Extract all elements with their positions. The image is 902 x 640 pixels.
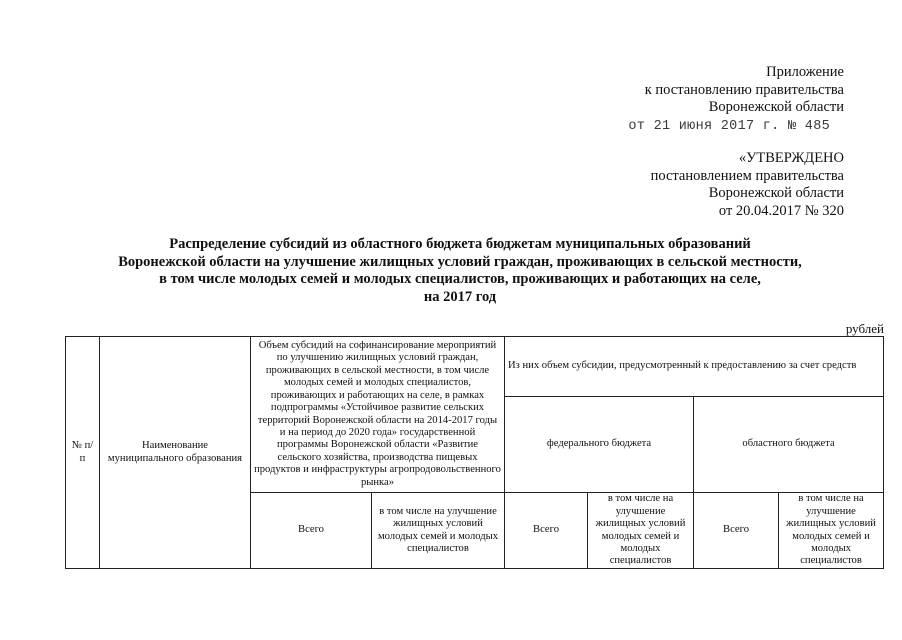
col-federal-budget-header: федерального бюджета [505,397,694,493]
title-line-3: в том числе молодых семей и молодых специалистов, проживающих и работающих на селе, [159,271,761,287]
col-total-young-header: в том числе на улучшение жилищных условий молодых семей и молодых специалистов [372,493,505,569]
approved-header [651,150,844,220]
title-line-2: Воронежской области на улучшение жилищных условий граждан, проживающих в сельской местности, [118,253,802,270]
col-funding-sources-header: Из них объем субсидии, предусмотренный к предоставлению за счет средств [505,337,884,397]
title-line-4: на 2017 год [423,288,497,305]
approved-region: Воронежской области [708,185,844,201]
col-federal-all-header: Всего [505,493,588,569]
col-federal-young-header: в том числе на улучшение жилищных условий молодых семей и молодых специалистов [588,493,694,569]
approved-label: «УТВЕРЖДЕНО [738,150,844,166]
col-number-header: № п/п [66,337,100,569]
col-municipality-header: Наименование муниципального образования [100,337,251,569]
appendix-region: Воронежской области [708,99,844,115]
title-line-1: Распределение субсидий из областного бюджета бюджетам муниципальных образований [169,236,751,252]
col-regional-young-header: в том числе на улучшение жилищных условий молодых семей и молодых специалистов [779,493,884,569]
appendix-title: Приложение [766,64,844,80]
table-header-row-1 [66,337,884,397]
subsidy-table [65,336,884,569]
col-regional-all-header: Всего [694,493,779,569]
document-title [60,236,860,306]
col-regional-budget-header: областного бюджета [694,397,884,493]
appendix-date-number: от 21 июня 2017 г. № 485 [628,118,830,134]
approved-by: постановлением правительства [650,167,844,184]
currency-units: рублей [845,321,884,336]
col-total-all-header: Всего [251,493,372,569]
appendix-reference: к постановлению правительства [644,81,844,98]
appendix-header [628,64,844,135]
col-total-subsidy-header: Объем субсидий на софинансирование мероприятий по улучшению жилищных условий граждан, проживающих в сельской местности, в том числе молодых семей и молодых специалистов, проживающих и работающих на селе, в рамках подпрограммы «Устойчивое развитие сельских территорий Воронежской области на 2014-2017 годы и на период до 2020 года» государственной программы Воронежской области «Развитие сельского хозяйства, производства пищевых продуктов и инфраструктуры агропродовольственного рынка» [251,337,505,493]
approved-date-number: от 20.04.2017 № 320 [718,202,844,219]
